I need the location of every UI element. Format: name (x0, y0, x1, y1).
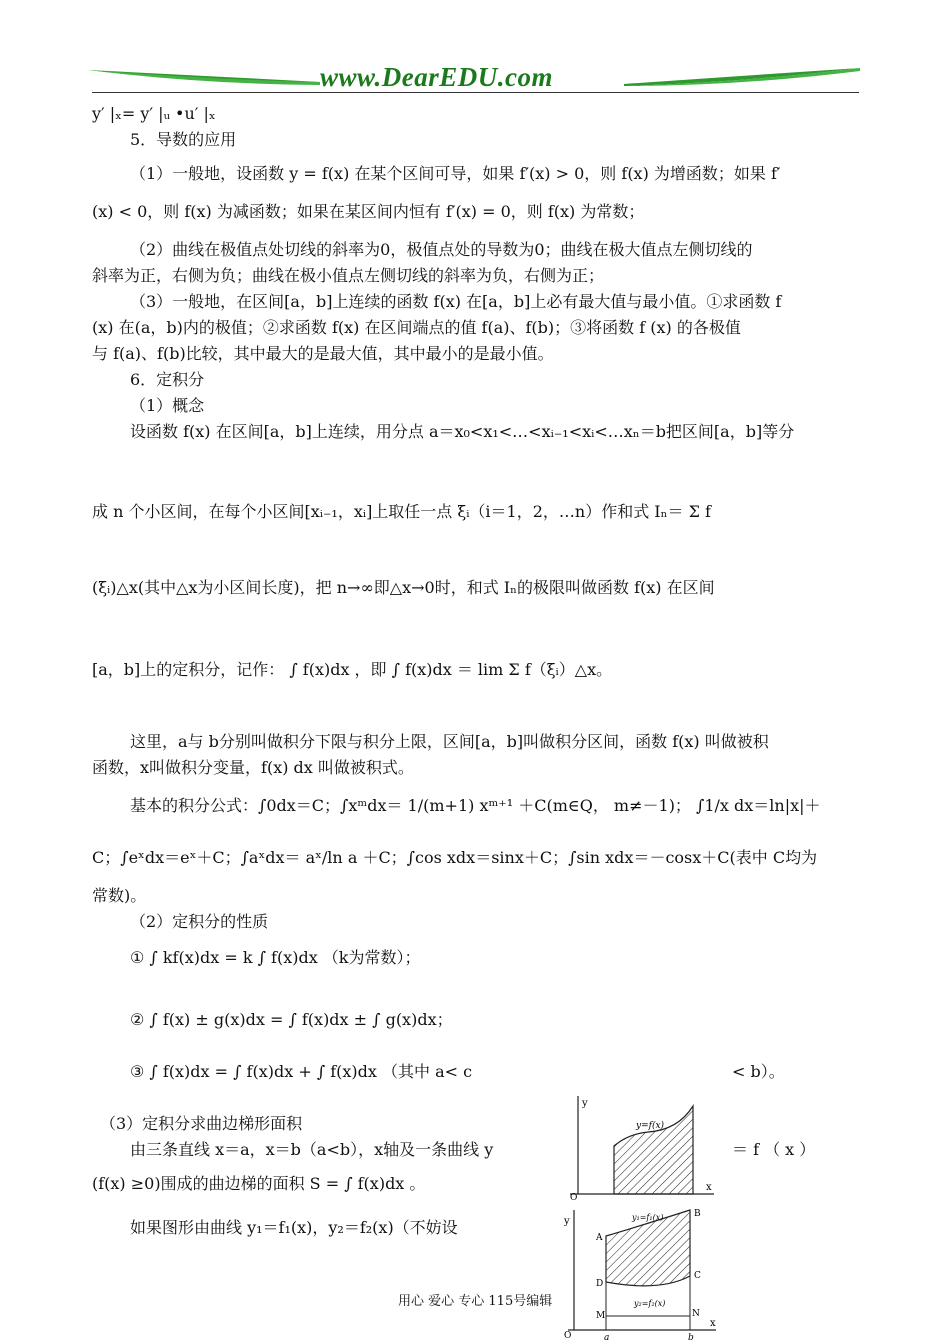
figure-curved-trapezoid (548, 1094, 718, 1202)
definite-integral-notation: [a，b]上的定积分，记作： ∫ f(x)dx ，即 ∫ f(x)dx ＝ lim Σ f（ξᵢ）△x。 (92, 660, 613, 679)
fig2-point-c: C (694, 1271, 701, 1281)
fig1-y-label: y (582, 1098, 588, 1109)
paragraph-3-line-c: 与 f(a)、f(b)比较，其中最大的是最大值，其中最小的是最小值。 (92, 344, 554, 363)
fig2-origin-label: O (564, 1331, 572, 1340)
formula-line-a: 基本的积分公式：∫0dx＝C；∫xᵐdx＝ 1/(m+1) xᵐ⁺¹ ＋C(m∈Q， m≠－1)； ∫1/x dx＝ln|x|＋ (130, 796, 821, 815)
fig2-curve2-label: y₂=f₂(x) (634, 1299, 666, 1308)
properties-heading: （2）定积分的性质 (130, 912, 269, 931)
fig1-origin-label: O (570, 1193, 578, 1202)
fig2-x-label: x (710, 1318, 716, 1329)
paragraph-1-line-b: (x) < 0，则 f(x) 为减函数；如果在某区间内恒有 f′(x) = 0，则 f(x) 为常数； (92, 202, 645, 221)
paragraph-1-line-a: （1）一般地，设函数 y = f(x) 在某个区间可导，如果 f′(x) > 0，则 f(x) 为增函数；如果 f′ (130, 164, 781, 183)
property-3-b: < b）。 (732, 1062, 785, 1081)
fig2-point-d: D (596, 1279, 604, 1289)
property-3-a: ③ ∫ f(x)dx = ∫ f(x)dx + ∫ f(x)dx （其中 a< c (130, 1062, 473, 1081)
site-logo: www.DearEDU.com (320, 62, 554, 92)
concept-line-1: 设函数 f(x) 在区间[a，b]上连续，用分点 a＝x₀<x₁<…<xᵢ₋₁<xᵢ<…xₙ＝b把区间[a，b]等分 (130, 422, 795, 441)
section-5-heading: 5．导数的应用 (130, 130, 237, 149)
fig2-curve1-label: y₁=f₁(x) (632, 1213, 664, 1222)
section-6-heading: 6．定积分 (130, 370, 205, 389)
page-footer: 用心 爱心 专心 115号编辑 (398, 1294, 553, 1309)
fig2-a-label: a (604, 1333, 610, 1340)
figure-region-between-curves (560, 1206, 720, 1340)
fig2-point-a: A (596, 1233, 603, 1243)
area-line-a-end: ＝ f （ x ） (732, 1140, 816, 1159)
property-1: ① ∫ kf(x)dx = k ∫ f(x)dx （k为常数）； (130, 948, 421, 967)
fig2-point-b: B (694, 1209, 701, 1219)
paragraph-3-line-b: (x) 在(a，b)内的极值；②求函数 f(x) 在区间端点的值 f(a)、f(b)；③将函数 f (x) 的各极值 (92, 318, 741, 337)
area-heading: （3）定积分求曲边梯形面积 (100, 1114, 303, 1133)
property-2: ② ∫ f(x) ± g(x)dx = ∫ f(x)dx ± ∫ g(x)dx； (130, 1010, 453, 1029)
formula-line-b: C；∫eˣdx＝eˣ＋C；∫aˣdx＝ aˣ/ln a ＋C；∫cos xdx＝sinx＋C；∫sin xdx＝－cosx＋C(表中 C均为 (92, 848, 818, 867)
fig1-x-label: x (706, 1182, 712, 1193)
terms-line-b: 函数，x叫做积分变量，f(x) dx 叫做被积式。 (92, 758, 414, 777)
area-line-a: 由三条直线 x＝a，x＝b（a<b），x轴及一条曲线 y (130, 1140, 494, 1159)
fig2-b-label: b (688, 1333, 694, 1340)
terms-line-a: 这里，a与 b分别叫做积分下限与积分上限，区间[a，b]叫做积分区间，函数 f(x) 叫做被积 (130, 732, 769, 751)
fig2-point-m: M (596, 1311, 606, 1321)
concept-line-2: 成 n 个小区间，在每个小区间[xᵢ₋₁，xᵢ]上取任一点 ξᵢ（i＝1，2，…n）作和式 Iₙ＝ Σ f (92, 502, 711, 521)
area-line-c: 如果图形由曲线 y₁＝f₁(x)，y₂＝f₂(x)（不妨设 (130, 1218, 458, 1237)
chain-rule-line: y′ |ₓ= y′ |ᵤ •u′ |ₓ (92, 104, 216, 123)
fig1-curve-label: y=f(x) (636, 1121, 665, 1131)
paragraph-2-line-b: 斜率为正，右侧为负；曲线在极小值点左侧切线的斜率为负，右侧为正； (92, 266, 605, 285)
paragraph-2-line-a: （2）曲线在极值点处切线的斜率为0，极值点处的导数为0；曲线在极大值点左侧切线的 (130, 240, 753, 259)
area-line-b: (f(x) ≥0)围成的曲边梯的面积 S = ∫ f(x)dx 。 (92, 1174, 426, 1193)
paragraph-3-line-a: （3）一般地，在区间[a，b]上连续的函数 f(x) 在[a，b]上必有最大值与最小值。①求函数 f (130, 292, 782, 311)
concept-line-3: (ξᵢ)△x(其中△x为小区间长度)，把 n→∞即△x→0时，和式 Iₙ的极限叫做函数 f(x) 在区间 (92, 578, 715, 597)
fig2-y-label: y (564, 1216, 570, 1227)
fig2-point-n: N (692, 1309, 700, 1319)
concept-heading: （1）概念 (130, 396, 205, 415)
header-rule (92, 92, 859, 93)
formula-line-c: 常数)。 (92, 886, 147, 905)
